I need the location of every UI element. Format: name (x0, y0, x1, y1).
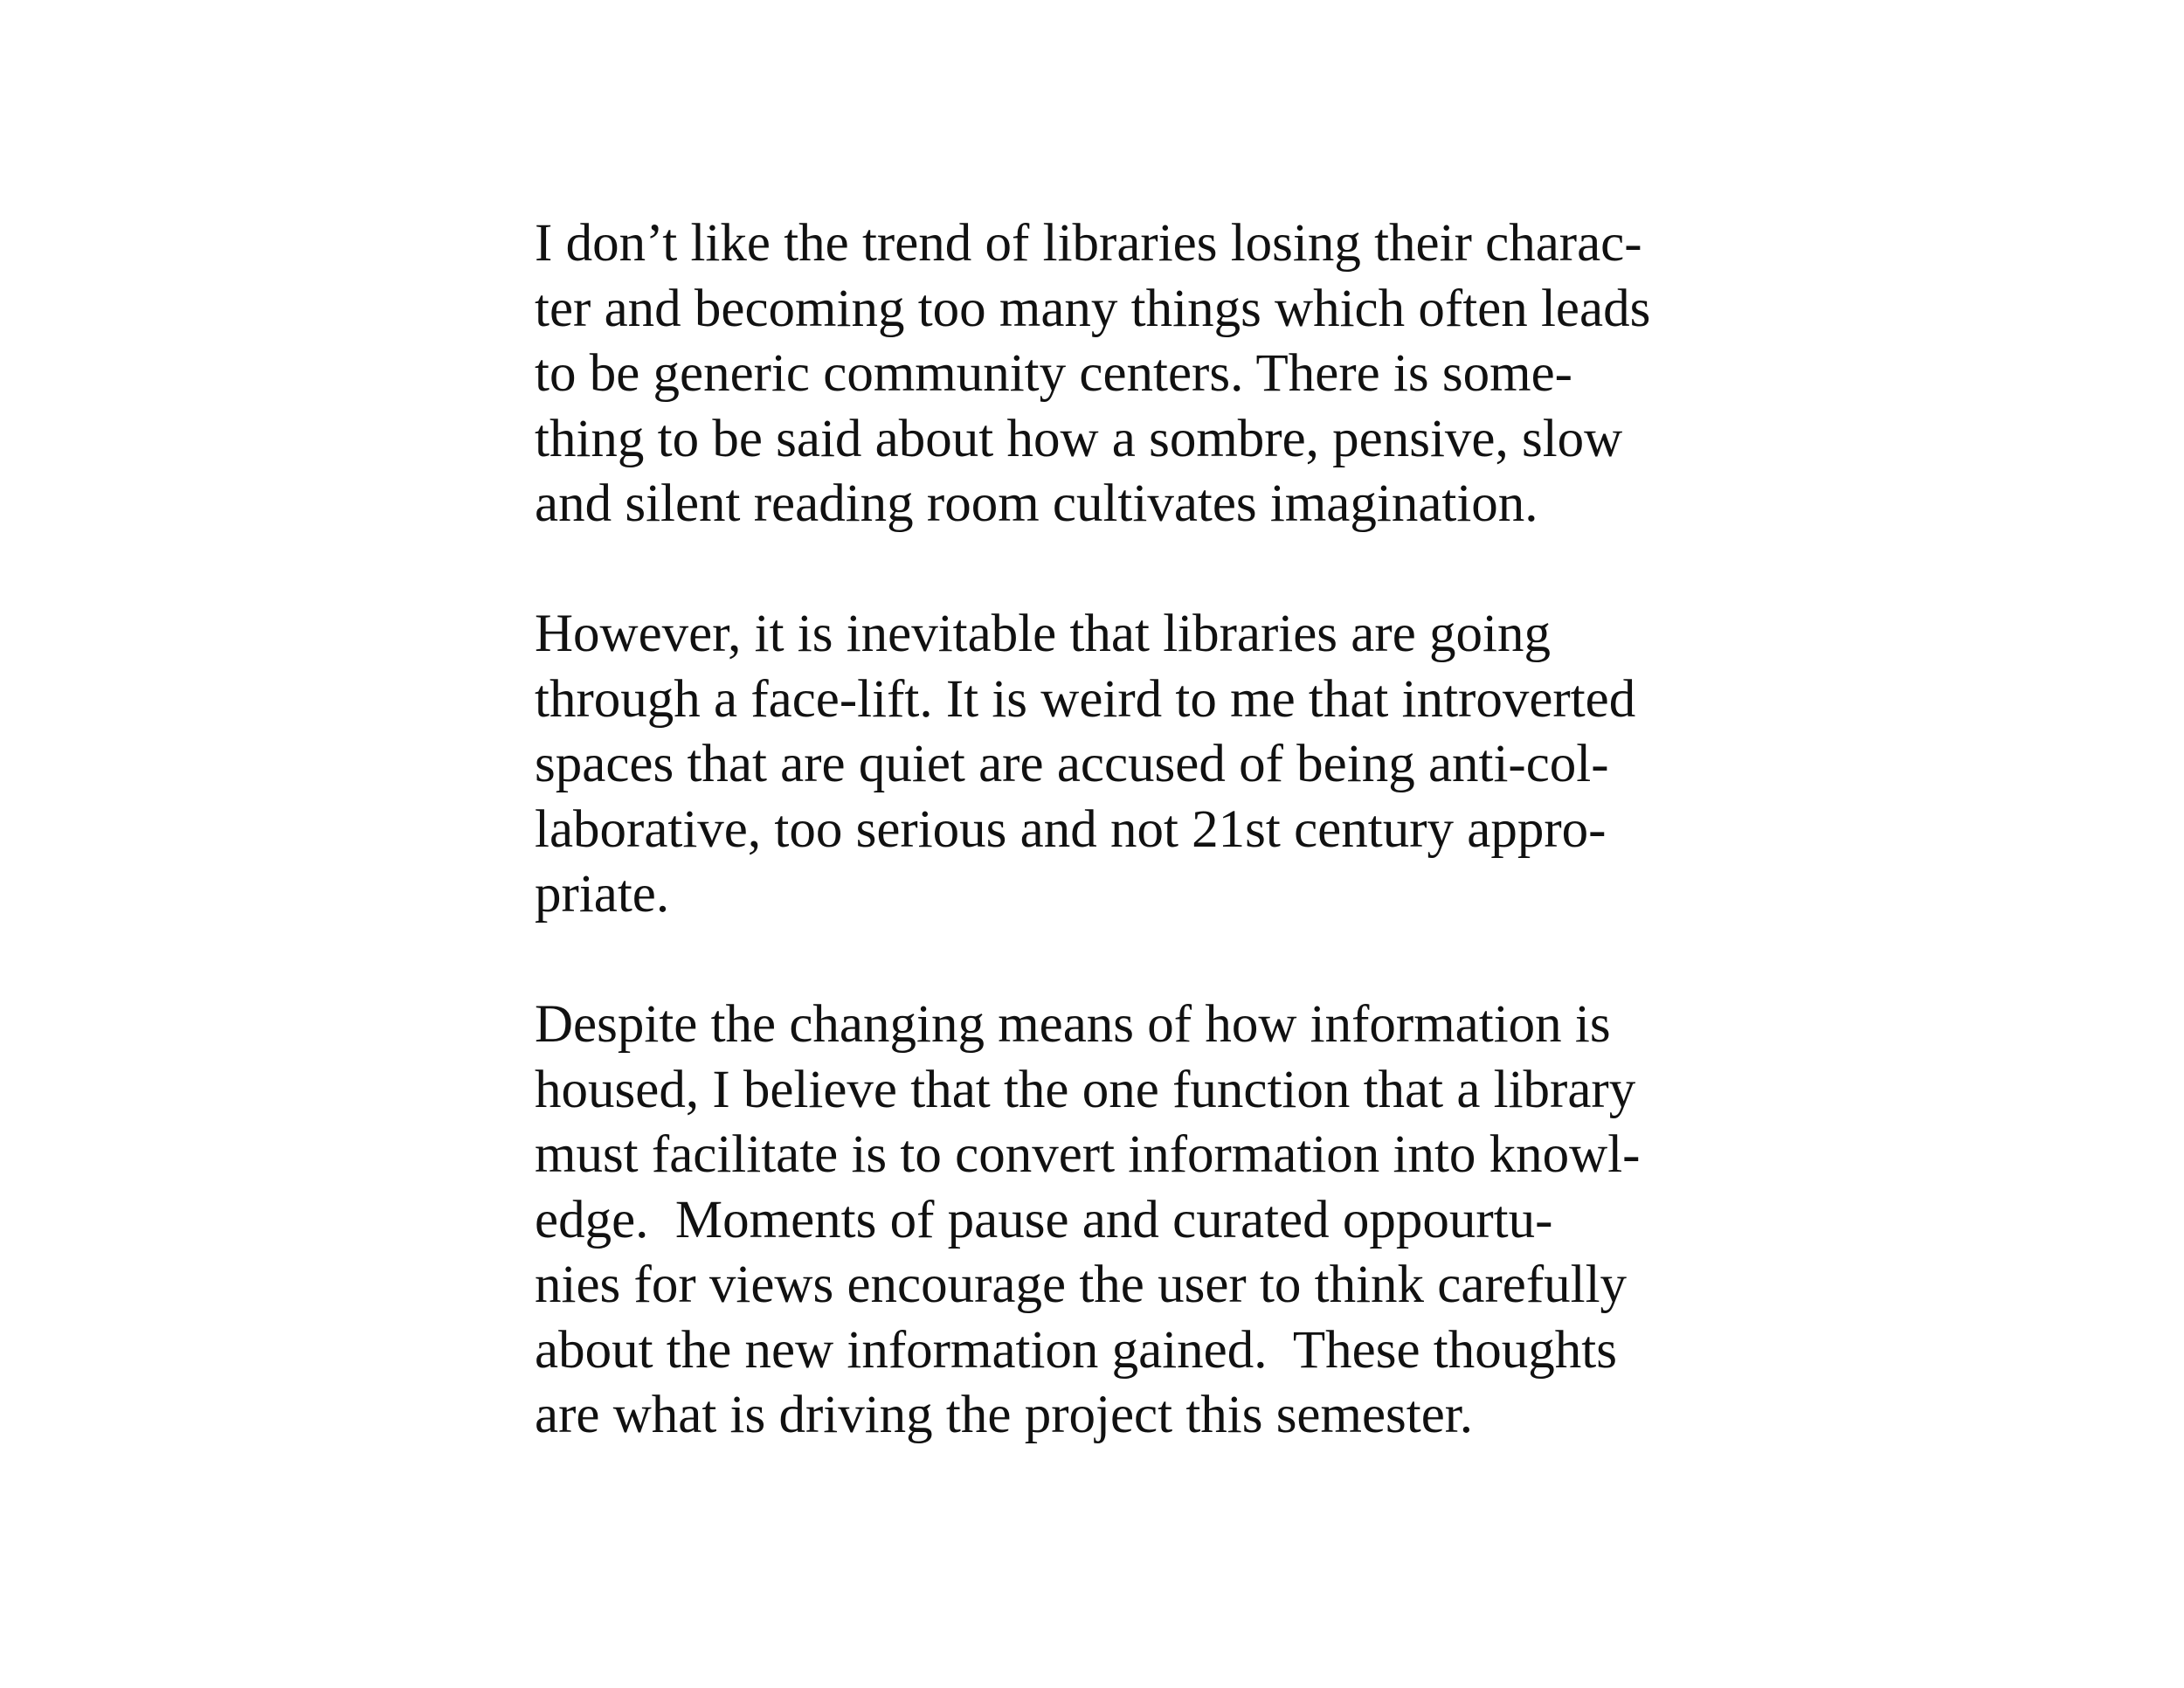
paragraph-1 (535, 211, 1775, 537)
paragraph-line: housed, I believe that the one function that a library (535, 1060, 1636, 1119)
paragraph-line: However, it is inevitable that libraries are going (535, 605, 1551, 663)
paragraph-line: ter and becoming too many things which often leads (535, 279, 1651, 338)
paragraph-2 (535, 602, 1775, 928)
paragraph-line: must facilitate is to convert information into knowl- (535, 1125, 1641, 1184)
paragraph-line: edge. Moments of pause and curated oppourtu- (535, 1190, 1553, 1249)
paragraph-line: spaces that are quiet are accused of being anti-col- (535, 735, 1609, 793)
paragraph-line: priate. (535, 865, 670, 924)
paragraph-line: about the new information gained. These thoughts (535, 1320, 1617, 1380)
paragraph-3 (535, 993, 1775, 1449)
paragraph-line: to be generic community centers. There is some- (535, 344, 1572, 403)
paragraph-line: through a face-lift. It is weird to me that introverted (535, 669, 1636, 729)
body-text (535, 211, 1775, 1513)
paragraph-line: thing to be said about how a sombre, pensive, slow (535, 409, 1623, 468)
paragraph-line: laborative, too serious and not 21st century appro- (535, 799, 1607, 859)
paragraph-line: I don’t like the trend of libraries losing their charac- (535, 214, 1642, 273)
paragraph-line: Despite the changing means of how information is (535, 995, 1611, 1054)
paragraph-line: and silent reading room cultivates imagination. (535, 474, 1538, 533)
paragraph-line: are what is driving the project this semester. (535, 1386, 1473, 1444)
paragraph-line: nies for views encourage the user to think carefully (535, 1256, 1628, 1314)
